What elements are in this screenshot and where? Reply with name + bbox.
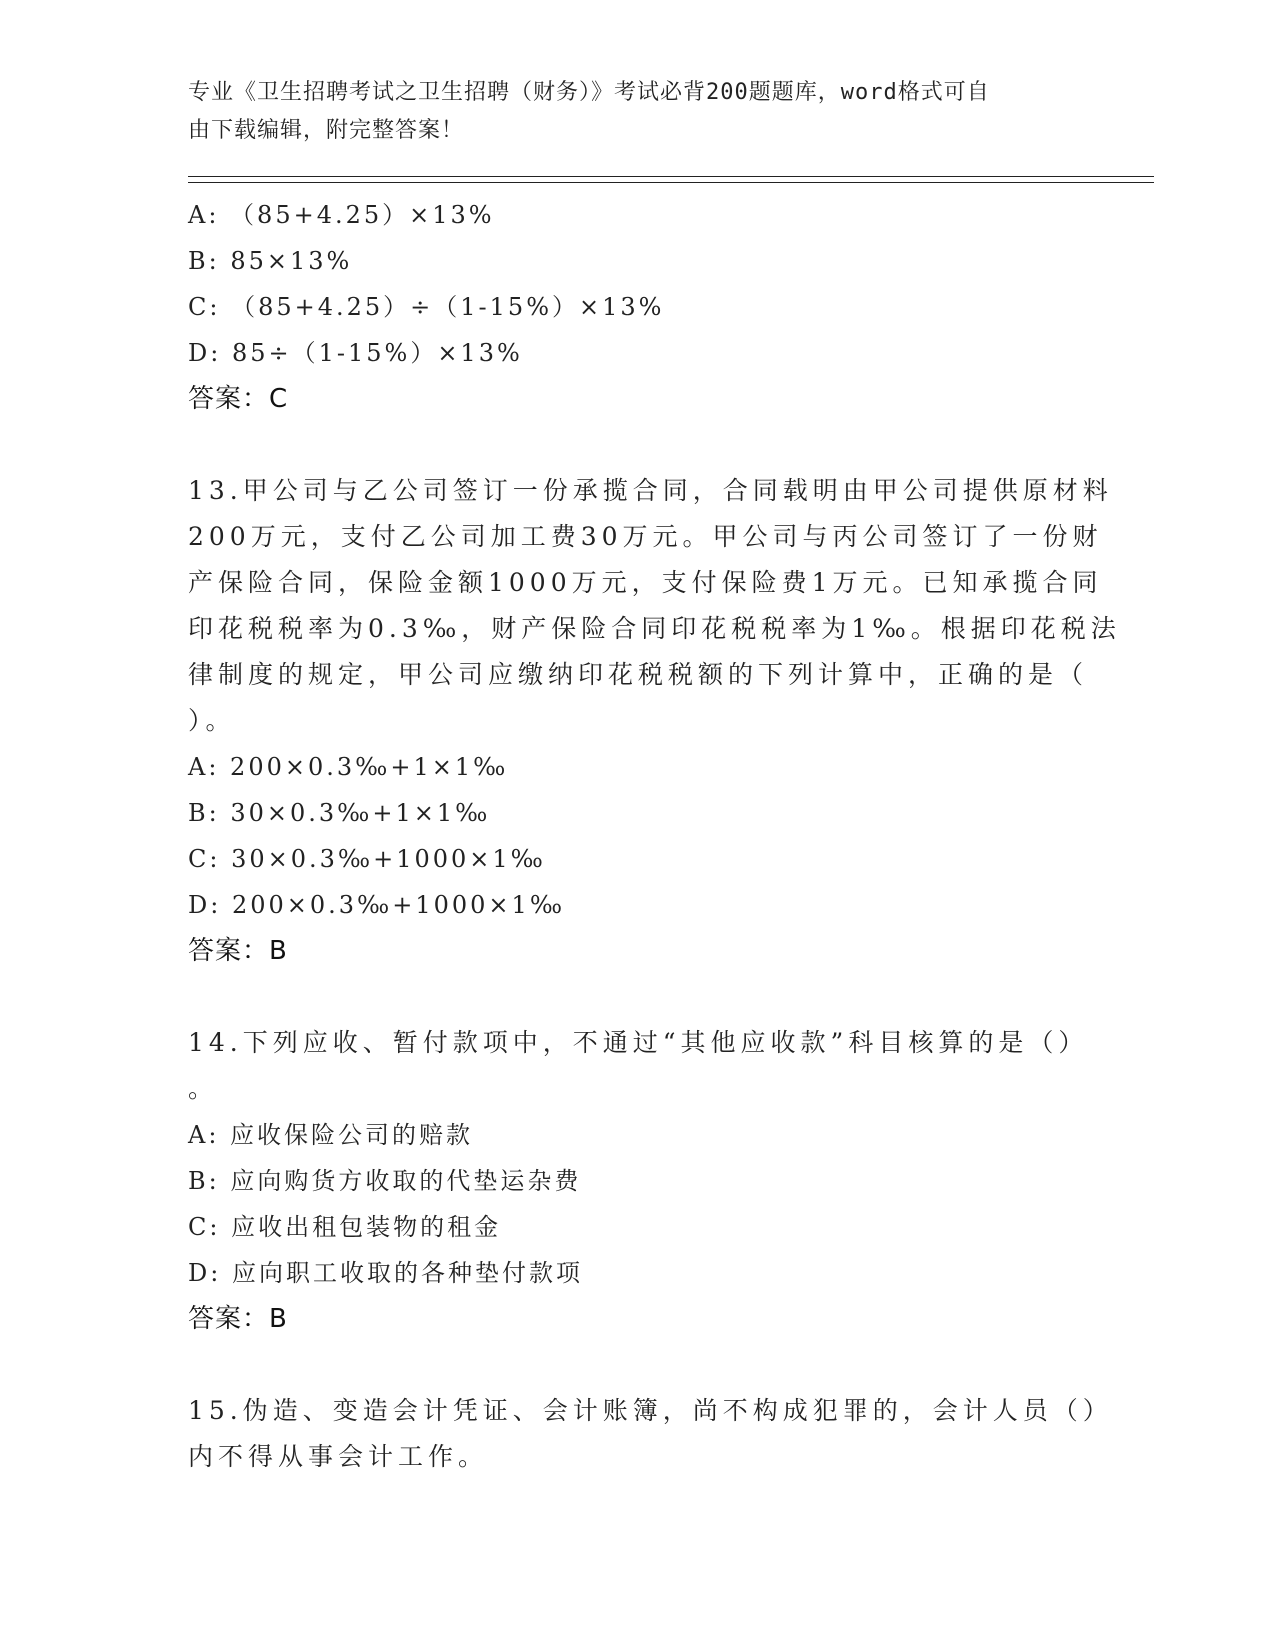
question-stem-line: 律制度的规定，甲公司应缴纳印花税税额的下列计算中，正确的是（ <box>188 660 1089 689</box>
question-stem-line: 15.伪造、变造会计凭证、会计账簿，尚不构成犯罪的，会计人员（） <box>188 1396 1113 1425</box>
option-b: B: 30×0.3‰+1×1‰ <box>188 799 491 827</box>
answer-line: 答案：B <box>188 1304 288 1334</box>
question-12-block <box>188 192 1088 422</box>
document-header <box>188 74 1068 150</box>
option-d: D: 85÷（1-15%）×13% <box>188 339 523 367</box>
question-14-block <box>188 1020 1088 1342</box>
header-line-2: 由下载编辑，附完整答案！ <box>188 118 465 143</box>
spacer <box>188 974 1088 1020</box>
option-a: A: 应收保险公司的赔款 <box>188 1121 474 1149</box>
option-c: C: 应收出租包装物的租金 <box>188 1213 502 1241</box>
question-stem-line: 。 <box>188 1074 219 1103</box>
spacer <box>188 422 1088 468</box>
option-d: D: 200×0.3‰+1000×1‰ <box>188 891 566 919</box>
header-divider-top <box>188 176 1154 177</box>
option-d: D: 应向职工收取的各种垫付款项 <box>188 1259 583 1287</box>
header-divider-bottom <box>188 182 1154 183</box>
option-a: A: 200×0.3‰+1×1‰ <box>188 753 509 781</box>
spacer <box>188 1342 1088 1388</box>
question-stem-line: 产保险合同，保险金额1000万元，支付保险费1万元。已知承揽合同 <box>188 568 1103 597</box>
question-stem-line: ）。 <box>188 706 236 735</box>
question-13-block <box>188 468 1121 974</box>
question-stem-line: 印花税税率为0.3‰，财产保险合同印花税税率为1‰。根据印花税法 <box>188 614 1121 643</box>
question-stem-line: 200万元，支付乙公司加工费30万元。甲公司与丙公司签订了一份财 <box>188 522 1103 551</box>
answer-line: 答案：B <box>188 936 288 966</box>
option-b: B: 应向购货方收取的代垫运杂费 <box>188 1167 582 1195</box>
option-c: C: （85+4.25）÷（1-15%）×13% <box>188 293 665 321</box>
header-line-1: 专业《卫生招聘考试之卫生招聘（财务）》考试必背200题题库，word格式可自 <box>188 80 990 105</box>
question-stem-line: 13.甲公司与乙公司签订一份承揽合同，合同载明由甲公司提供原材料 <box>188 476 1113 505</box>
document-body <box>188 192 1121 1480</box>
question-stem-line: 内不得从事会计工作。 <box>188 1442 489 1471</box>
question-15-block <box>188 1388 1113 1480</box>
question-stem-line: 14.下列应收、暂付款项中，不通过“其他应收款”科目核算的是（） <box>188 1028 1089 1057</box>
option-b: B: 85×13% <box>188 247 353 275</box>
answer-line: 答案：C <box>188 384 289 414</box>
option-c: C: 30×0.3‰+1000×1‰ <box>188 845 546 873</box>
option-a: A: （85+4.25）×13% <box>188 201 495 229</box>
